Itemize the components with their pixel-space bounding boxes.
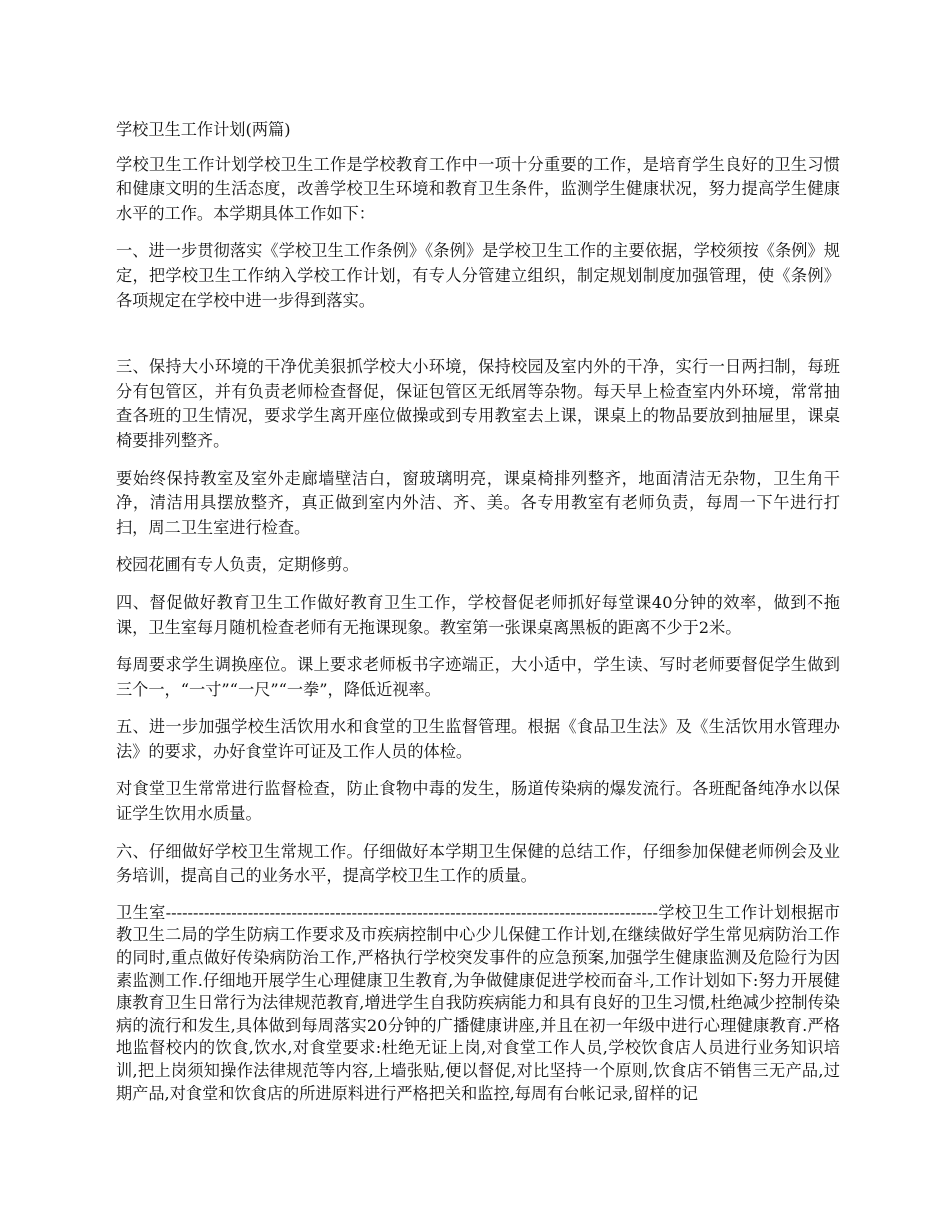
paragraph-section-four: 四、督促做好教育卫生工作做好教育卫生工作，学校督促老师抓好每堂课40分钟的效率，做到不拖课，卫生室每月随机检查老师有无拖课现象。教室第一张课桌离黑板的距离不少于2米。 (116, 592, 840, 637)
paragraph-section-five: 五、进一步加强学校生活饮用水和食堂的卫生监督管理。根据《食品卫生法》及《生活饮用水管理办法》的要求，办好食堂许可证及工作人员的体检。 (116, 717, 840, 761)
paragraph-section-three: 三、保持大小环境的干净优美狠抓学校大小环境，保持校园及室内外的干净，实行一日两扫制，每班分有包管区，并有负责老师检查督促，保证包管区无纸屑等杂物。每天早上检查室内外环境，常常抽查各班的卫生情况，要求学生离开座位做操或到专用教室去上课，课桌上的物品要放到抽屉里，课桌椅要排列整齐。 (116, 357, 840, 450)
paragraph-section-six: 六、仔细做好学校卫生常规工作。仔细做好本学期卫生保健的总结工作，仔细参加保健老师例会及业务培训，提高自己的业务水平，提高学校卫生工作的质量。 (116, 841, 840, 886)
paragraph-canteen-inspection: 对食堂卫生常常进行监督检查，防止食物中毒的发生，肠道传染病的爆发流行。各班配备纯净水以保证学生饮用水质量。 (116, 779, 840, 824)
document-title: 学校卫生工作计划(两篇) (116, 120, 291, 139)
paragraph-intro: 学校卫生工作计划学校卫生工作是学校教育工作中一项十分重要的工作，是培育学生良好的卫生习惯和健康文明的生活态度，改善学校卫生环境和教育卫生条件，监测学生健康状况，努力提高学生健康水平的工作。本学期具体工作如下： (116, 154, 840, 223)
paragraph-classroom-cleanliness: 要始终保持教室及室外走廊墙壁洁白，窗玻璃明亮，课桌椅排列整齐，地面清洁无杂物，卫生角干净，清洁用具摆放整齐，真正做到室内外洁、齐、美。各专用教室有老师负责，每周一下午进行打扫，周二卫生室进行检查。 (116, 468, 840, 537)
paragraph-flower-beds: 校园花圃有专人负责，定期修剪。 (116, 555, 359, 575)
paragraph-seat-rotation: 每周要求学生调换座位。课上要求老师板书字迹端正，大小适中，学生读、写时老师要督促学生做到三个一，“一寸”“一尺”“一拳”，降低近视率。 (116, 655, 840, 699)
paragraph-section-one: 一、进一步贯彻落实《学校卫生工作条例》《条例》是学校卫生工作的主要依据，学校须按《条例》规定，把学校卫生工作纳入学校工作计划，有专人分管建立组织，制定规划制度加强管理，使《条例》各项规定在学校中进一步得到落实。 (116, 241, 840, 310)
document-body (116, 118, 840, 1105)
blank-gap (116, 326, 840, 355)
paragraph-closing-plan: 卫生室------------------------------------------------------------------------------------------学校卫生工作计划根据市教卫生二局的学生防病工作要求及市疾病控制中心少儿保健工作计划,在继续做好学生常见病防治工作的同时,重点做好传染病防治工作,严格执行学校突发事件的应急预案,加强学生健康监测及危险行为因素监测工作.仔细地开展学生心理健康卫生教育,为争做健康促进学校而奋斗,工作计划如下:努力开展健康教育卫生日常行为法律规范教育,增进学生自我防疾病能力和具有良好的卫生习惯,杜绝减少控制传染病的流行和发生,具体做到每周落实20分钟的广播健康讲座,并且在初一年级中进行心理健康教育.严格地监督校内的饮食,饮水,对食堂要求:杜绝无证上岗,对食堂工作人员,学校饮食店人员进行业务知识培训,把上岗须知操作法律规范等内容,上墙张贴,便以督促,对比坚持一个原则,饮食店不销售三无产品,过期产品,对食堂和饮食店的所进原料进行严格把关和监控,每周有台帐记录,留样的记 (116, 902, 840, 1103)
